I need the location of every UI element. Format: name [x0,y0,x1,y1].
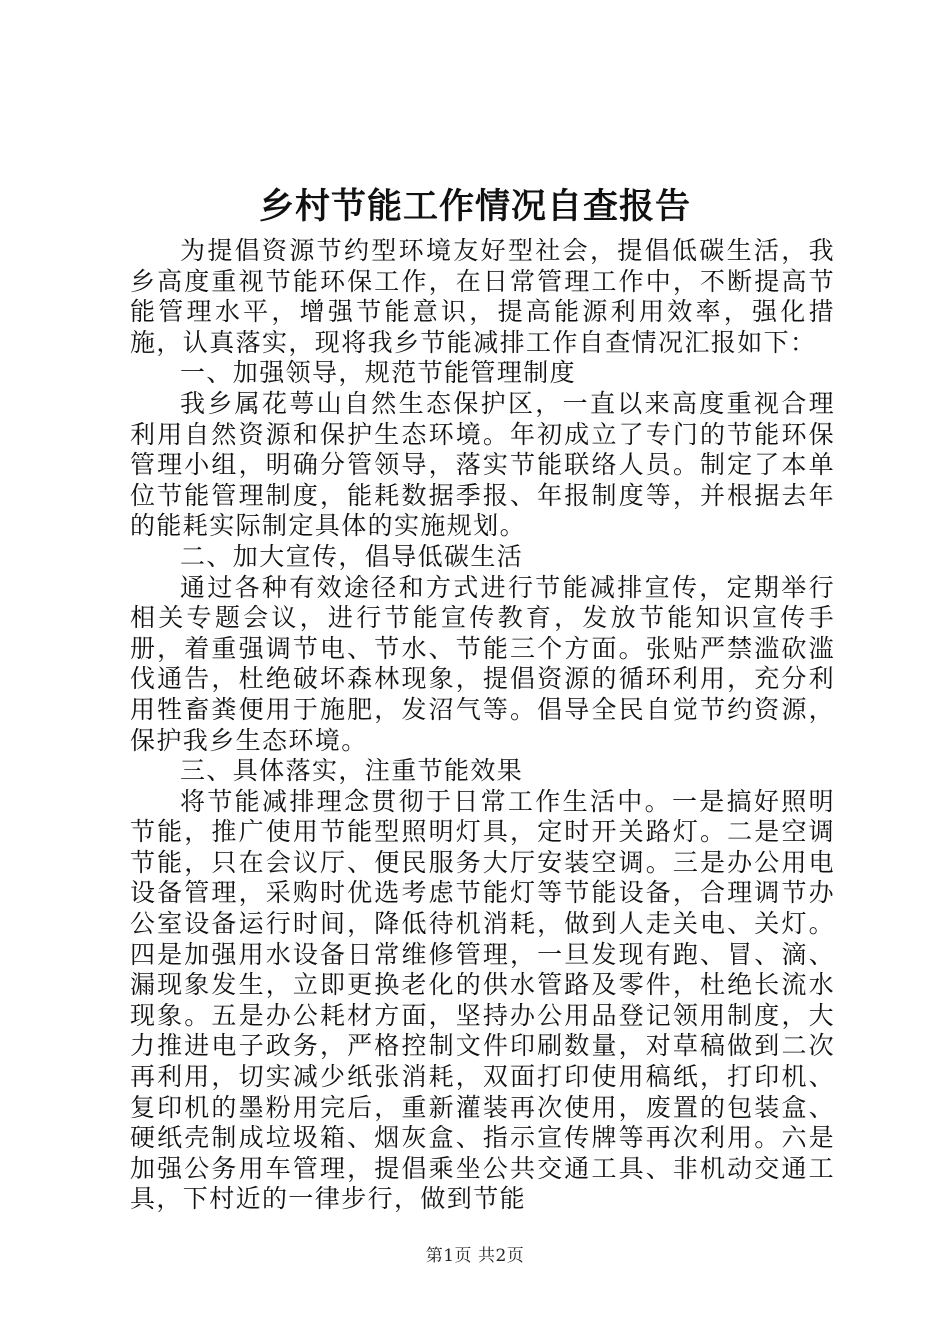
document-body [130,236,835,1215]
section-2-paragraph: 通过各种有效途径和方式进行节能减排宣传，定期举行相关专题会议，进行节能宣传教育，发放节能知识宣传手册，着重强调节电、节水、节能三个方面。张贴严禁滥砍滥伐通告，杜绝破坏森林现象，提倡资源的循环利用，充分利用牲畜粪便用于施肥，发沼气等。倡导全民自觉节约资源，保护我乡生态环境。 [130,572,835,755]
page-footer [0,1244,950,1268]
section-3-heading: 三、具体落实，注重节能效果 [180,756,524,786]
intro-paragraph: 为提倡资源节约型环境友好型社会，提倡低碳生活，我乡高度重视节能环保工作，在日常管理工作中，不断提高节能管理水平，增强节能意识，提高能源利用效率，强化措施，认真落实，现将我乡节能减排工作自查情况汇报如下： [130,236,835,357]
document-title: 乡村节能工作情况自查报告 [258,186,691,227]
section-1-paragraph: 我乡属花萼山自然生态保护区，一直以来高度重视合理利用自然资源和保护生态环境。年初成立了专门的节能环保管理小组，明确分管领导，落实节能联络人员。制定了本单位节能管理制度，能耗数据季报、年报制度等，并根据去年的能耗实际制定具体的实施规划。 [130,388,835,541]
section-3-paragraph: 将节能减排理念贯彻于日常工作生活中。一是搞好照明节能，推广使用节能型照明灯具，定时开关路灯。二是空调节能，只在会议厅、便民服务大厅安装空调。三是办公用电设备管理，采购时优选考虑节能灯等节能设备，合理调节办公室设备运行时间，降低待机消耗，做到人走关电、关灯。四是加强用水设备日常维修管理，一旦发现有跑、冒、滴、漏现象发生，立即更换老化的供水管路及零件，杜绝长流水现象。五是办公耗材方面，坚持办公用品登记领用制度，大力推进电子政务，严格控制文件印刷数量，对草稿做到二次再利用，切实减少纸张消耗，双面打印使用稿纸，打印机、复印机的墨粉用完后，重新灌装再次使用，废置的包装盒、硬纸壳制成垃圾箱、烟灰盒、指示宣传牌等再次利用。六是加强公务用车管理，提倡乘坐公共交通工具、非机动交通工具，下村近的一律步行，做到节能 [130,786,835,1214]
page-total: 共2页 [477,1246,525,1266]
section-1-heading: 一、加强领导，规范节能管理制度 [180,358,577,388]
page-number: 第1页 [425,1246,473,1266]
section-2-heading: 二、加大宣传，倡导低碳生活 [180,541,524,571]
